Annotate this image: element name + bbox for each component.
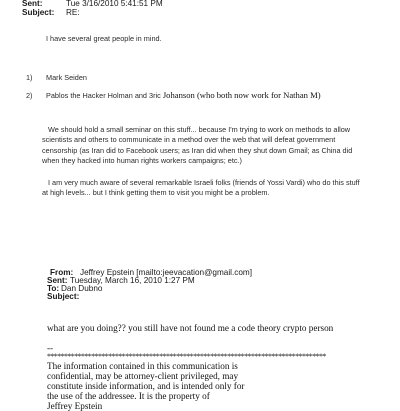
reply-paragraph: I am very much aware of several remarkable Israeli folks (friends of Yossi Vardi) who do this stuff at high levels... but I think getting them to visit you might be a problem. (42, 178, 360, 198)
subject-label: Subject: (22, 8, 55, 17)
disclaimer-line: the use of the addressee. It is the property of (47, 391, 210, 401)
sent-label: Sent: (22, 0, 43, 8)
disclaimer-line: The information contained in this communication is (47, 361, 238, 371)
list-number: 1) (26, 73, 33, 82)
disclaimer-line: Jeffrey Epstein (47, 401, 103, 411)
subject-value: RE: (66, 8, 80, 17)
disclaimer-line: confidential, may be attorney-client privileged, may (47, 371, 239, 381)
to-label: To: (47, 284, 60, 293)
list-number: 2) (26, 91, 33, 100)
list-text: Mark Seiden (46, 73, 87, 82)
reply-paragraph: We should hold a small seminar on this stuff... because I'm trying to work on methods to allow scientists and others to communicate in a method over the web that will defeat government censorship (as Iran did to Facebook users; as Iran did when they shut down Gmail; as China did when they hacked into human rights workers campaigns; etc.) (42, 125, 353, 166)
separator-stars: ********************************************************************************** (47, 352, 326, 361)
list-text: Pablos the Hacker Holman and 3ric (46, 91, 163, 100)
signature-dash: -- (47, 343, 54, 353)
original-message: what are you doing?? you still have not found me a code theory crypto person (47, 323, 334, 333)
to-value: Dan Dubno (61, 284, 103, 293)
from-value: Jeffrey Epstein [mailto:jeevacation@gmail.com] (80, 268, 252, 277)
list-item (26, 73, 87, 83)
subject-header-row (47, 292, 79, 302)
sent-value: Tue 3/16/2010 5:41:51 PM (66, 0, 163, 8)
from-label: From: (50, 268, 74, 277)
disclaimer-line: constitute inside information, and is intended only for (47, 381, 245, 391)
subject-label: Subject: (47, 292, 80, 301)
subject-header-row (22, 8, 80, 18)
list-item (26, 90, 321, 101)
list-text-serif: Johanson (who both now work for Nathan M) (162, 90, 321, 100)
sent-value: Tuesday, March 16, 2010 1:27 PM (70, 276, 195, 285)
reply-intro: I have several great people in mind. (46, 34, 162, 43)
sent-label: Sent: (47, 276, 68, 285)
